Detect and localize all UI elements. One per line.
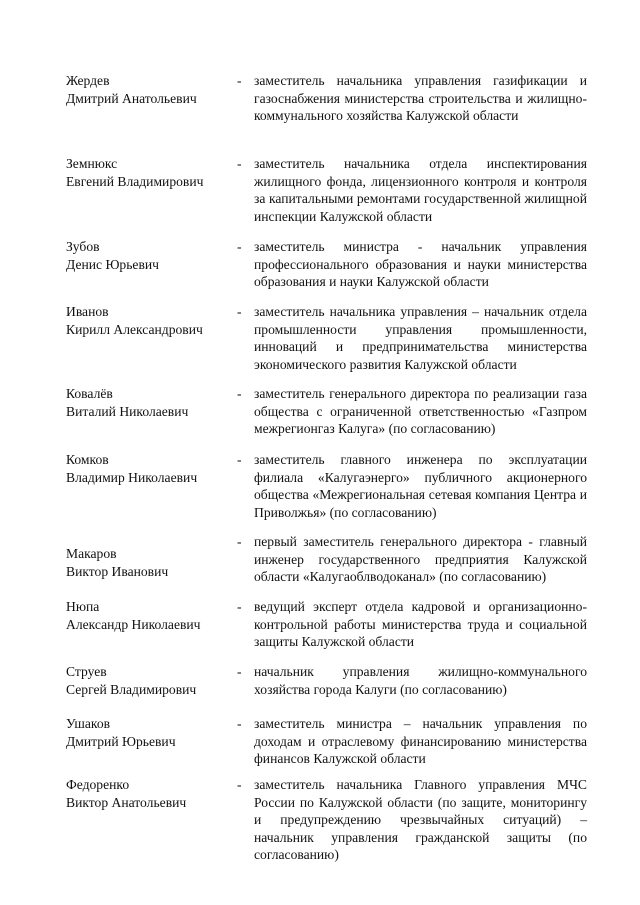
member-given-names: Кирилл Александрович (66, 321, 203, 337)
member-surname: Зубов (66, 239, 100, 254)
member-surname: Федоренко (66, 777, 130, 792)
member-surname: Иванов (66, 304, 109, 319)
member-given-names: Дмитрий Юрьевич (66, 733, 176, 749)
member-name (66, 545, 234, 580)
member-position: заместитель начальника управления – начальник отдела промышленности управления промышленности, инноваций и предпринимательства министерства экономического развития Калужской области (254, 304, 587, 372)
member-given-names: Виктор Анатольевич (66, 794, 187, 810)
member-name (66, 385, 234, 420)
member-surname: Ушаков (66, 716, 111, 731)
separator-dash: - (237, 156, 242, 171)
member-surname: Земнюкс (66, 156, 118, 171)
member-position: заместитель начальника управления газификации и газоснабжения министерства строительства и жилищно-коммунального хозяйства Калужской области (254, 73, 587, 123)
separator-dash: - (237, 304, 242, 319)
member-surname: Ковалёв (66, 386, 113, 401)
member-name (66, 663, 234, 698)
separator-dash: - (237, 599, 242, 614)
member-position: первый заместитель генерального директора - главный инженер государственного предприятия Калужской области «Калугаоблводоканал» (по согласованию) (254, 534, 587, 584)
separator-dash: - (237, 664, 242, 679)
member-given-names: Виктор Иванович (66, 563, 169, 579)
member-surname: Струев (66, 664, 107, 679)
member-given-names: Евгений Владимирович (66, 173, 204, 189)
member-name (66, 451, 234, 486)
member-name (66, 715, 234, 750)
member-position: заместитель главного инженера по эксплуатации филиала «Калугаэнерго» публичного акционерного общества «Межрегиональная сетевая компания Центра и Приволжья» (по согласованию) (254, 452, 587, 520)
member-name (66, 303, 234, 338)
member-position: заместитель министра – начальник управления по доходам и отраслевому финансированию министерства финансов Калужской области (254, 716, 587, 766)
member-position: заместитель начальника Главного управления МЧС России по Калужской области (по защите, мониторингу и предупреждению чрезвычайных ситуаций) – начальник управления гражданской защиты (по согласованию) (254, 777, 587, 862)
separator-dash: - (237, 239, 242, 254)
separator-dash: - (237, 73, 242, 88)
member-given-names: Сергей Владимирович (66, 681, 197, 697)
member-surname: Жердев (66, 73, 110, 88)
member-name (66, 155, 234, 190)
member-given-names: Александр Николаевич (66, 616, 201, 632)
member-name (66, 598, 234, 633)
separator-dash: - (237, 534, 242, 549)
separator-dash: - (237, 716, 242, 731)
member-surname: Макаров (66, 546, 117, 561)
member-position: заместитель начальника отдела инспектирования жилищного фонда, лицензионного контроля и контроля за капитальными ремонтами государственной жилищной инспекции Калужской области (254, 156, 587, 224)
member-position: заместитель генерального директора по реализации газа общества с ограниченной ответственностью «Газпром межрегионгаз Калуга» (по согласованию) (254, 386, 587, 436)
member-position: заместитель министра - начальник управления профессионального образования и науки министерства образования и науки Калужской области (254, 239, 587, 289)
member-position: начальник управления жилищно-коммунального хозяйства города Калуги (по согласованию) (254, 664, 587, 697)
member-surname: Нюпа (66, 599, 100, 614)
member-given-names: Дмитрий Анатольевич (66, 90, 197, 106)
member-given-names: Виталий Николаевич (66, 403, 189, 419)
member-position: ведущий эксперт отдела кадровой и организационно-контрольной работы министерства труда и социальной защиты Калужской области (254, 599, 587, 649)
member-name (66, 238, 234, 273)
member-given-names: Денис Юрьевич (66, 256, 159, 272)
separator-dash: - (237, 386, 242, 401)
member-name (66, 776, 234, 811)
separator-dash: - (237, 452, 242, 467)
member-name (66, 72, 234, 107)
member-surname: Комков (66, 452, 109, 467)
separator-dash: - (237, 777, 242, 792)
member-given-names: Владимир Николаевич (66, 469, 198, 485)
